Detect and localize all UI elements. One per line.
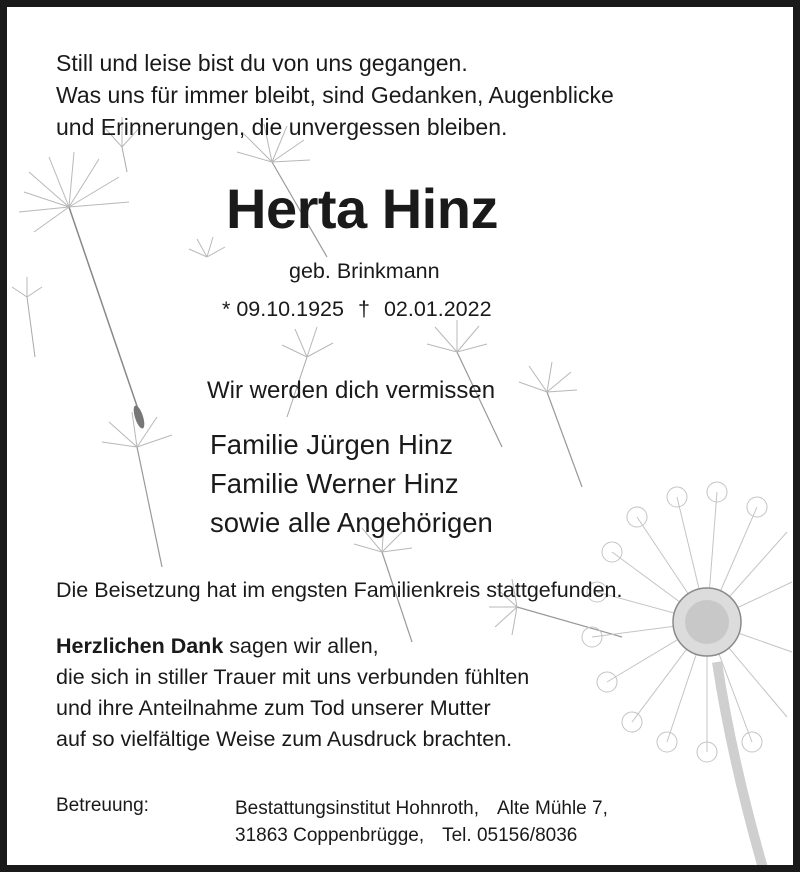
dandelion-seed <box>102 412 172 567</box>
care-label: Betreuung: <box>56 795 149 816</box>
thanks-line: auf so vielfältige Weise zum Ausdruck brachten. <box>56 727 513 751</box>
poem-verse <box>56 47 614 143</box>
dandelion-seed <box>12 277 42 357</box>
dandelion-seed <box>189 237 225 257</box>
family-name: Familie Werner Hinz <box>210 468 459 499</box>
thank-you-note <box>56 631 529 755</box>
cross-icon: † <box>357 297 370 321</box>
thanks-line: und ihre Anteilnahme zum Tod unserer Mutter <box>56 696 491 720</box>
verse-line: und Erinnerungen, die unvergessen bleiben. <box>56 114 508 140</box>
verse-line: Still und leise bist du von uns gegangen. <box>56 50 468 76</box>
relatives-line: sowie alle Angehörigen <box>210 507 493 538</box>
thanks-line <box>56 631 529 662</box>
thanks-bold: Herzlichen Dank <box>56 634 224 658</box>
deceased-name: Herta Hinz <box>226 177 498 240</box>
mourners-list <box>210 425 493 542</box>
birth-date: * 09.10.1925 <box>222 297 344 321</box>
thanks-line: die sich in stiller Trauer mit uns verbunden fühlten <box>56 665 530 689</box>
burial-note: Die Beisetzung hat im engsten Familienkreis stattgefunden. <box>56 578 623 602</box>
thanks-rest: sagen wir allen, <box>223 634 379 658</box>
funeral-home-info <box>235 795 608 849</box>
funeral-home-phone: Tel. 05156/8036 <box>442 825 578 846</box>
maiden-name: geb. Brinkmann <box>289 259 440 283</box>
life-dates <box>222 297 492 322</box>
funeral-home-street: Alte Mühle 7, <box>496 798 608 819</box>
funeral-home-name: Bestattungsinstitut Hohnroth, <box>235 798 479 819</box>
dandelion-seed <box>519 362 582 487</box>
funeral-home-city: 31863 Coppenbrügge, <box>235 825 425 846</box>
dandelion-seed <box>19 152 147 430</box>
family-name: Familie Jürgen Hinz <box>210 429 454 460</box>
dandelion-seedhead <box>582 482 792 865</box>
mourners-intro: Wir werden dich vermissen <box>207 377 496 404</box>
verse-line: Was uns für immer bleibt, sind Gedanken, Augenblicke <box>56 82 614 108</box>
death-date: 02.01.2022 <box>383 297 492 321</box>
